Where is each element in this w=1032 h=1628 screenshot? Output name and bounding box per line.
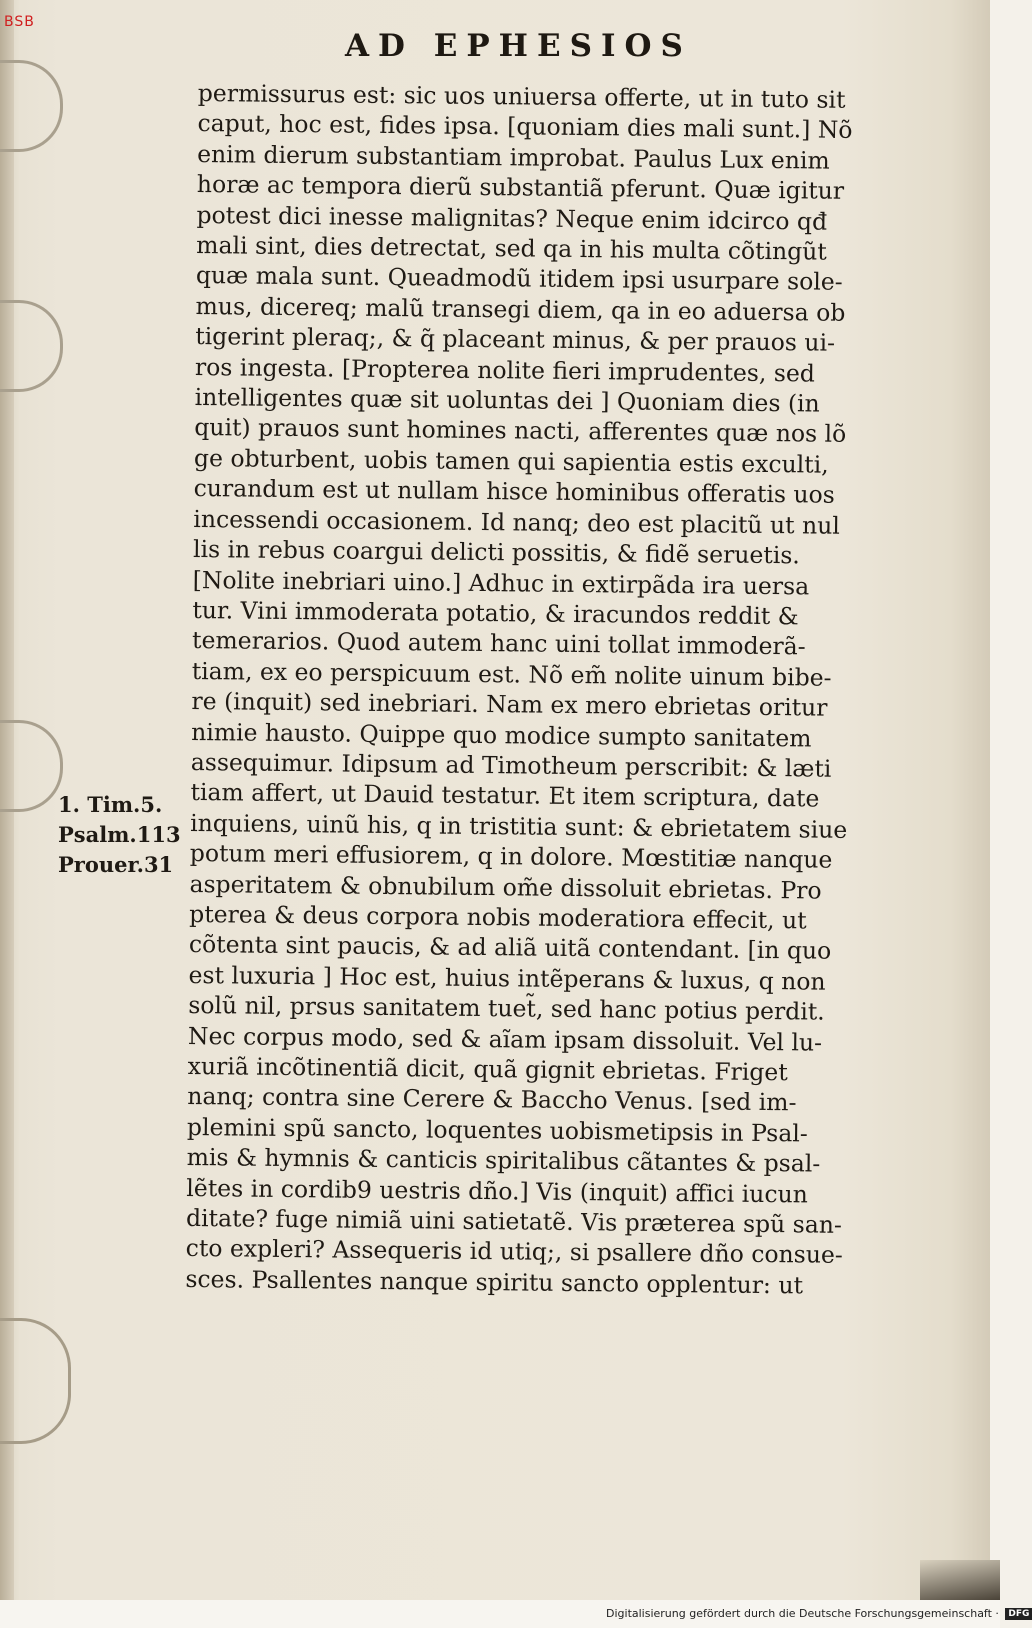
- text-line: tigerint pleraq;, & q̃ placeant minus, & per prauos ui-: [195, 322, 836, 357]
- text-line: ros ingesta. [Propterea nolite fieri imprudentes, sed: [194, 352, 816, 388]
- text-line: xuriã incõtinentiã dicit, quã gignit ebrietas. Friget: [187, 1051, 788, 1087]
- text-line: solũ nil, prsus sanitatem tuet̃, sed hanc potius perdit.: [188, 991, 825, 1026]
- text-line: mali sint, dies detrectat, sed qa in his multa cõtingũt: [196, 231, 827, 266]
- text-line: permissurus est: sic uos uniuersa offerte, ut in tuto sit: [197, 78, 846, 114]
- text-line: ditate? fuge nimiã uini satietatẽ. Vis præterea spũ san-: [185, 1203, 843, 1239]
- margin-note: 1. Tim.5.: [58, 792, 163, 817]
- text-line: mus, dicereq; malũ transegi diem, qa in eo aduersa ob: [195, 291, 846, 327]
- credit-text: Digitalisierung gefördert durch die Deutsche Forschungsgemeinschaft ·: [606, 1607, 999, 1620]
- text-line: assequimur. Idipsum ad Timotheum perscribit: & læti: [190, 747, 832, 783]
- running-title: AD EPHESIOS: [345, 28, 692, 64]
- text-line: potum meri effusiorem, q in dolore. Mœstitiæ nanque: [189, 839, 833, 874]
- text-line: quæ mala sunt. Queadmodũ itidem ipsi usurpare sole-: [195, 261, 843, 297]
- text-line: enim dierum substantiam improbat. Paulus Lux enim: [197, 139, 830, 175]
- binding-ring: [0, 720, 63, 812]
- text-line: sces. Psallentes nanque spiritu sancto opplentur: ut: [185, 1264, 804, 1300]
- page-corner-shadow: [920, 1560, 1000, 1600]
- margin-notes: [58, 790, 198, 880]
- text-line: lis in rebus coargui delicti possitis, & fidẽ seruetis.: [192, 535, 801, 570]
- text-line: Nec corpus modo, sed & aĩam ipsam dissoluit. Vel lu-: [187, 1021, 823, 1057]
- text-line: curandum est ut nullam hisce hominibus offeratis uos: [193, 474, 835, 509]
- text-line: est luxuria ] Hoc est, huius intẽperans & luxus, q non: [188, 960, 826, 996]
- text-line: ge obturbent, uobis tamen qui sapientia estis exculti,: [193, 443, 829, 479]
- text-line: nanq; contra sine Cerere & Baccho Venus. [sed im-: [187, 1082, 797, 1117]
- text-line: quit) prauos sunt homines nacti, afferentes quæ nos lõ: [194, 413, 847, 449]
- text-line: incessendi occasionem. Id nanq; deo est placitũ ut nul: [193, 504, 840, 540]
- text-line: potest dici inesse malignitas? Neque enim idcirco qđ: [196, 200, 828, 236]
- text-line: nimie hausto. Quippe quo modice sumpto sanitatem: [191, 717, 812, 752]
- text-line: temerarios. Quod autem hanc uini tollat immoderã-: [191, 626, 806, 661]
- text-line: lẽtes in cordib9 uestris dño.] Vis (inquit) affici iucun: [186, 1173, 808, 1209]
- dfg-logo: DFG: [1005, 1608, 1032, 1620]
- text-line: cõtenta sint paucis, & ad aliã uitã contendant. [in quo: [188, 930, 832, 966]
- binding-ring: [0, 60, 63, 152]
- text-line: asperitatem & obnubilum om̃e dissoluit ebrietas. Pro: [189, 869, 822, 905]
- text-line: mis & hymnis & canticis spiritalibus cãtantes & psal-: [186, 1143, 821, 1178]
- text-line: tiam, ex eo perspicuum est. Nõ em̃ nolite uinum bibe-: [191, 656, 832, 692]
- text-line: pterea & deus corpora nobis moderatiora effecit, ut: [189, 899, 807, 935]
- library-watermark: BSB: [4, 14, 35, 30]
- text-line: tur. Vini immoderata potatio, & iracundos reddit &: [192, 595, 799, 631]
- text-line: caput, hoc est, fides ipsa. [quoniam dies mali sunt.] Nõ: [197, 109, 853, 145]
- text-line: tiam affert, ut Dauid testatur. Et item scriptura, date: [190, 778, 820, 813]
- margin-note: Prouer.31: [58, 852, 174, 877]
- text-line: cto expleri? Assequeris id utiq;, si psallere dño consue-: [185, 1234, 843, 1270]
- text-line: re (inquit) sed inebriari. Nam ex mero ebrietas oritur: [191, 687, 828, 722]
- text-line: intelligentes quæ sit uoluntas dei ] Quoniam dies (in: [194, 383, 820, 418]
- digitization-credit: [606, 1607, 1032, 1623]
- text-line: horæ ac tempora dierũ substantiã pferunt. Quæ igitur: [196, 170, 845, 205]
- binding-ring: [0, 300, 63, 392]
- margin-note: Psalm.113: [58, 822, 181, 847]
- body-text: [185, 78, 903, 1302]
- text-line: plemini spũ sancto, loquentes uobismetipsis in Psal-: [186, 1112, 808, 1148]
- binding-clasp: [0, 1318, 71, 1444]
- text-line: inquiens, uinũ his, q in tristitia sunt: & ebrietatem siue: [190, 808, 848, 844]
- text-line: [Nolite inebriari uino.] Adhuc in extirpãda ira uersa: [192, 565, 810, 600]
